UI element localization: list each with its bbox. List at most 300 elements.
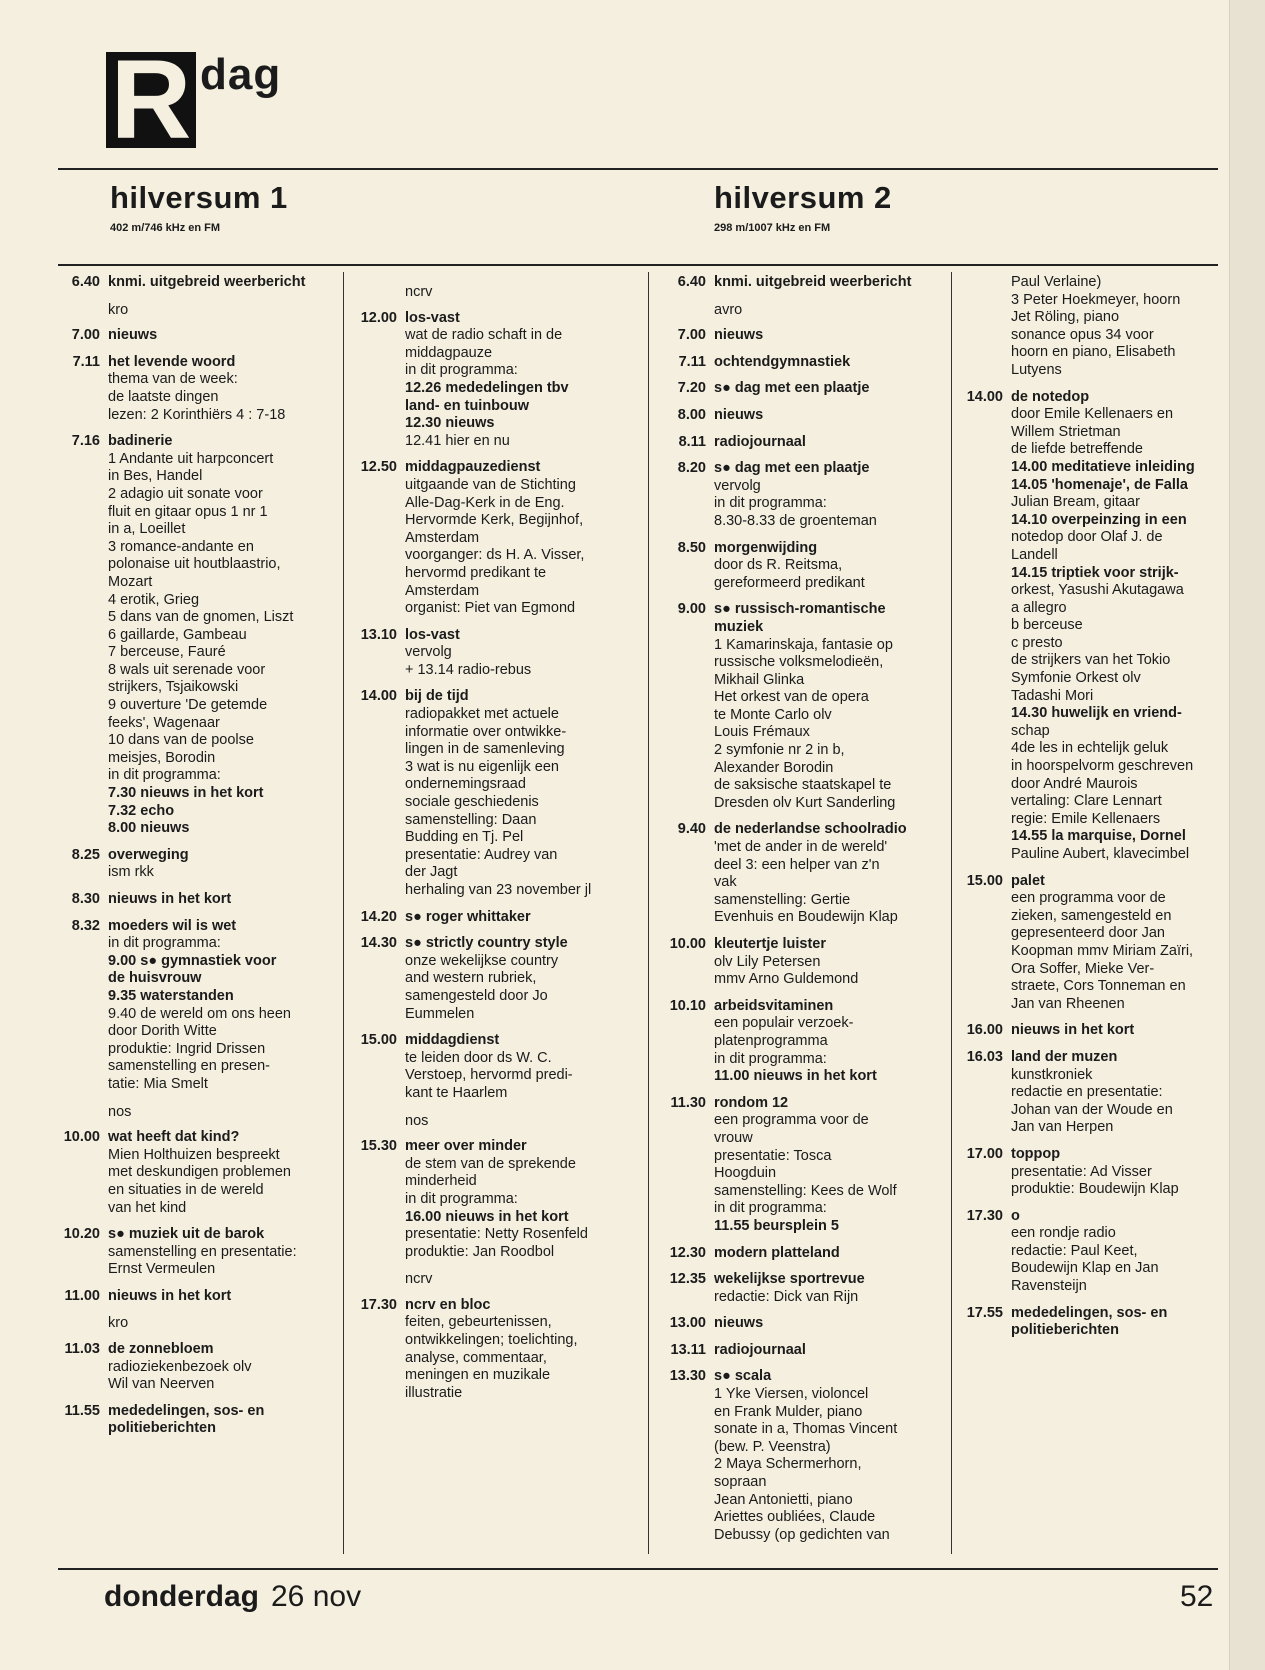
program-detail: 1 Andante uit harpconcert <box>108 450 274 467</box>
program-detail: Hoogduin <box>714 1165 777 1182</box>
program-title: s● russisch-romantische <box>714 601 886 618</box>
program-entry <box>956 1305 1226 1340</box>
program-detail: Alexander Borodin <box>714 759 834 776</box>
program-detail: lezen: 2 Korinthiërs 4 : 7-18 <box>108 406 286 423</box>
program-title: nieuws <box>714 1315 764 1332</box>
program-detail: in hoorspelvorm geschreven <box>1011 758 1194 775</box>
program-entry <box>656 1271 948 1306</box>
program-detail: Debussy (op gedichten van <box>714 1526 890 1543</box>
program-detail: presentatie: Ad Visser <box>1011 1163 1152 1180</box>
program-title: morgenwijding <box>714 539 818 556</box>
program-detail: redactie: Paul Keet, <box>1011 1242 1138 1259</box>
program-detail: c presto <box>1011 634 1063 651</box>
program-title: s● muziek uit de barok <box>108 1226 265 1243</box>
program-detail: te leiden door ds W. C. <box>405 1049 552 1066</box>
broadcaster-label: nos <box>405 1112 429 1129</box>
program-detail: presentatie: Netty Rosenfeld <box>405 1226 588 1243</box>
station-hilversum-1 <box>110 180 288 234</box>
program-entry <box>656 327 948 345</box>
schedule-column-3 <box>656 274 948 1553</box>
program-detail: informatie over ontwikke- <box>405 723 567 740</box>
program-time: 8.25 <box>71 846 100 863</box>
program-entry <box>56 327 340 345</box>
program-detail: Julian Bream, gitaar <box>1011 494 1140 511</box>
program-detail: vrouw <box>714 1129 753 1146</box>
program-title: middagdienst <box>405 1032 500 1049</box>
program-time: 13.30 <box>669 1368 706 1385</box>
program-time: 7.11 <box>678 353 706 370</box>
program-detail: vertaling: Clare Lennart <box>1011 793 1162 810</box>
program-detail: een populair verzoek- <box>714 1015 854 1032</box>
program-time: 11.03 <box>64 1341 100 1358</box>
program-title: s● dag met een plaatje <box>714 380 870 397</box>
program-detail: Het orkest van de opera <box>714 689 869 706</box>
page-number: 52 <box>1180 1580 1214 1613</box>
program-detail: een rondje radio <box>1011 1225 1116 1242</box>
program-time: 11.55 <box>64 1402 100 1419</box>
program-entry <box>956 1208 1226 1296</box>
program-detail: en Frank Mulder, piano <box>714 1403 863 1420</box>
program-time: 8.30 <box>71 891 100 907</box>
program-detail: 7.30 nieuws in het kort <box>108 785 264 802</box>
program-detail: a allegro <box>1011 599 1067 616</box>
program-detail: 14.30 huwelijk en vriend- <box>1011 705 1182 722</box>
program-detail: ontwikkelingen; toelichting, <box>405 1332 578 1349</box>
program-title: meer over minder <box>405 1138 527 1155</box>
program-entry <box>656 434 948 452</box>
program-entry <box>656 1315 948 1333</box>
program-title: arbeidsvitaminen <box>714 997 834 1014</box>
program-detail: Ora Soffer, Mieke Ver- <box>1011 960 1155 977</box>
program-entry <box>56 1403 340 1438</box>
program-time: 13.10 <box>360 626 397 643</box>
program-detail: sonance opus 34 voor <box>1011 326 1154 343</box>
program-detail: 12.26 mededelingen tbv <box>405 379 569 396</box>
program-time: 10.20 <box>63 1226 100 1243</box>
schedule-column-1 <box>56 274 340 1447</box>
program-detail: 2 symfonie nr 2 in b, <box>714 742 845 759</box>
program-entry <box>350 459 638 617</box>
program-detail: land- en tuinbouw <box>405 397 530 414</box>
program-title: palet <box>1011 872 1045 889</box>
program-detail: redactie en presentatie: <box>1011 1084 1163 1101</box>
program-detail: samenstelling: Daan <box>405 811 537 828</box>
program-detail: illustratie <box>405 1384 463 1401</box>
program-detail: Evenhuis en Boudewijn Klap <box>714 909 898 926</box>
program-detail: Mikhail Glinka <box>714 671 805 688</box>
program-detail: Jan van Rheenen <box>1011 995 1125 1012</box>
program-title: mededelingen, sos- en <box>1011 1304 1168 1321</box>
program-entry <box>56 433 340 838</box>
program-title: het levende woord <box>108 353 236 370</box>
program-detail: 8.30-8.33 de groenteman <box>714 512 877 529</box>
broadcaster-label: avro <box>714 301 743 318</box>
program-title: bij de tijd <box>405 688 469 705</box>
program-detail: samenstelling: Kees de Wolf <box>714 1182 897 1199</box>
program-detail: voorganger: ds H. A. Visser, <box>405 547 585 564</box>
program-detail: Jean Antonietti, piano <box>714 1491 853 1508</box>
program-detail: 9 ouverture 'De getemde <box>108 697 268 714</box>
program-time: 12.50 <box>360 459 397 476</box>
program-detail: platenprogramma <box>714 1032 828 1049</box>
program-time: 7.16 <box>71 433 100 450</box>
program-title: s● scala <box>714 1368 772 1385</box>
program-entry <box>350 1032 638 1102</box>
program-time: 11.30 <box>670 1094 706 1111</box>
program-detail: vak <box>714 874 737 891</box>
program-detail: onze wekelijkse country <box>405 952 559 969</box>
program-detail: presentatie: Audrey van <box>405 846 558 863</box>
program-detail: sonate in a, Thomas Vincent <box>714 1421 898 1438</box>
program-time: 12.35 <box>669 1271 706 1288</box>
program-detail: ondernemingsraad <box>405 776 526 793</box>
program-detail: in dit programma: <box>405 1190 518 1207</box>
broadcaster-label: ncrv <box>405 1271 433 1288</box>
program-detail: Mien Holthuizen bespreekt <box>108 1146 280 1163</box>
program-detail: + 13.14 radio-rebus <box>405 661 532 678</box>
program-detail: russische volksmelodieën, <box>714 654 884 671</box>
program-title: knmi. uitgebreid weerbericht <box>714 274 912 290</box>
program-detail: 11.00 nieuws in het kort <box>714 1068 877 1085</box>
program-entry <box>956 274 1226 380</box>
program-title: nieuws in het kort <box>1011 1022 1135 1039</box>
program-detail: politieberichten <box>108 1420 216 1437</box>
program-detail: radioziekenbezoek olv <box>108 1358 252 1375</box>
program-entry <box>350 1138 638 1261</box>
program-time: 10.00 <box>63 1129 100 1146</box>
program-detail: orkest, Yasushi Akutagawa <box>1011 582 1184 599</box>
program-title: radiojournaal <box>714 433 806 450</box>
program-time: 12.30 <box>669 1244 706 1261</box>
program-detail: regie: Emile Kellenaers <box>1011 810 1161 827</box>
program-detail: 8 wals uit serenade voor <box>108 661 266 678</box>
program-detail: sopraan <box>714 1474 767 1491</box>
program-detail: polonaise uit houtblaastrio, <box>108 556 281 573</box>
program-detail: de liefde betreffende <box>1011 441 1143 458</box>
program-entry <box>56 918 340 1094</box>
program-entry <box>956 1022 1226 1040</box>
program-detail: te Monte Carlo olv <box>714 706 832 723</box>
program-detail: analyse, commentaar, <box>405 1349 547 1366</box>
program-title: moeders wil is wet <box>108 917 237 934</box>
program-detail: thema van de week: <box>108 371 238 388</box>
program-title: s● roger whittaker <box>405 908 531 925</box>
program-entry <box>56 847 340 882</box>
program-title: s● strictly country style <box>405 935 568 952</box>
program-time: 7.20 <box>677 380 706 397</box>
broadcaster-label: kro <box>108 1315 129 1332</box>
program-title: knmi. uitgebreid weerbericht <box>108 274 306 290</box>
program-detail: presentatie: Tosca <box>714 1147 832 1164</box>
program-detail: 3 wat is nu eigenlijk een <box>405 758 559 775</box>
program-detail: b berceuse <box>1011 617 1083 634</box>
program-entry <box>350 688 638 899</box>
program-title: de notedop <box>1011 388 1090 405</box>
program-time: 9.00 <box>677 601 706 618</box>
logo-r: R <box>106 52 196 148</box>
program-detail: Landell <box>1011 546 1058 563</box>
program-entry <box>656 1342 948 1360</box>
program-detail: fluit en gitaar opus 1 nr 1 <box>108 503 268 520</box>
program-title: nieuws <box>714 327 764 344</box>
program-detail: 14.10 overpeinzing in een <box>1011 511 1187 528</box>
program-detail: in Bes, Handel <box>108 468 203 485</box>
program-detail: vervolg <box>405 644 452 661</box>
program-time: 6.40 <box>677 274 706 290</box>
program-title: nieuws in het kort <box>108 891 232 907</box>
program-detail: Boudewijn Klap en Jan <box>1011 1260 1159 1277</box>
program-detail: 9.00 s● gymnastiek voor <box>108 952 277 969</box>
schedule-column-2 <box>350 274 638 1411</box>
program-time: 15.00 <box>360 1032 397 1049</box>
program-entry <box>56 274 340 292</box>
program-title: de zonnebloem <box>108 1341 214 1358</box>
program-detail: met deskundigen problemen <box>108 1164 291 1181</box>
program-detail: 1 Kamarinskaja, fantasie op <box>714 636 893 653</box>
program-title: nieuws <box>714 406 764 423</box>
program-detail: vervolg <box>714 477 761 494</box>
program-detail: kant te Haarlem <box>405 1084 508 1101</box>
program-detail: 4de les in echtelijk geluk <box>1011 740 1169 757</box>
program-detail: Ernst Vermeulen <box>108 1261 216 1278</box>
program-time: 10.00 <box>669 936 706 952</box>
program-detail: Ravensteijn <box>1011 1278 1087 1295</box>
program-entry <box>56 1341 340 1394</box>
program-entry <box>56 891 340 909</box>
program-detail: samenstelling en presen- <box>108 1058 271 1075</box>
program-detail: Louis Frémaux <box>714 724 810 741</box>
program-detail: in dit programma: <box>714 495 827 512</box>
program-title: los-vast <box>405 626 460 643</box>
program-detail: tatie: Mia Smelt <box>108 1075 208 1092</box>
program-time: 14.30 <box>360 935 397 952</box>
program-detail: de stem van de sprekende <box>405 1155 576 1172</box>
program-detail: 12.41 hier en nu <box>405 432 510 449</box>
program-detail: uitgaande van de Stichting <box>405 476 576 493</box>
program-title: overweging <box>108 846 189 863</box>
program-detail: Hervormde Kerk, Begijnhof, <box>405 512 584 529</box>
program-detail: Ariettes oubliées, Claude <box>714 1509 876 1526</box>
program-detail: Symfonie Orkest olv <box>1011 670 1141 687</box>
program-title: kleutertje luister <box>714 936 827 952</box>
program-detail: der Jagt <box>405 864 458 881</box>
program-time: 8.11 <box>678 433 706 450</box>
program-detail: produktie: Jan Roodbol <box>405 1243 555 1260</box>
program-detail: 2 Maya Schermerhorn, <box>714 1456 862 1473</box>
broadcaster-label: kro <box>108 301 129 318</box>
program-detail: deel 3: een helper van z'n <box>714 856 880 873</box>
program-detail: de saksische staatskapel te <box>714 777 892 794</box>
program-detail: 12.30 nieuws <box>405 415 495 432</box>
program-entry <box>656 380 948 398</box>
program-detail: meisjes, Borodin <box>108 749 216 766</box>
program-detail: Dresden olv Kurt Sanderling <box>714 794 896 811</box>
program-entry <box>350 310 638 451</box>
broadcaster-label: nos <box>108 1103 132 1120</box>
program-entry <box>956 873 1226 1014</box>
program-detail: 16.00 nieuws in het kort <box>405 1208 569 1225</box>
program-entry <box>56 1288 340 1306</box>
program-title: modern platteland <box>714 1244 840 1261</box>
program-detail: Koopman mmv Miriam Zaïri, <box>1011 942 1194 959</box>
program-detail: hoorn en piano, Elisabeth <box>1011 344 1176 361</box>
program-detail: samengesteld door Jo <box>405 987 548 1004</box>
program-detail: mmv Arno Guldemond <box>714 971 859 988</box>
program-title: land der muzen <box>1011 1048 1118 1065</box>
program-detail: organist: Piet van Egmond <box>405 600 576 617</box>
program-time: 16.00 <box>966 1022 1003 1039</box>
program-detail: Budding en Tj. Pel <box>405 829 524 846</box>
program-time: 15.00 <box>966 872 1003 889</box>
program-detail: in a, Loeillet <box>108 521 186 538</box>
program-detail: door ds R. Reitsma, <box>714 557 843 574</box>
program-detail: Willem Strietman <box>1011 423 1121 440</box>
program-detail: 11.55 beursplein 5 <box>714 1217 839 1234</box>
program-detail: en situaties in de wereld <box>108 1181 264 1198</box>
program-time: 9.40 <box>677 821 706 838</box>
program-detail: Jet Röling, piano <box>1011 309 1120 326</box>
program-detail: zieken, samengesteld en <box>1011 907 1172 924</box>
station-name: hilversum 1 <box>110 180 288 215</box>
station-rule <box>58 264 1218 266</box>
program-detail: in dit programma: <box>108 767 221 784</box>
program-detail: Tadashi Mori <box>1011 687 1094 704</box>
program-detail: 3 romance-andante en <box>108 538 254 555</box>
broadcaster-label: ncrv <box>405 284 433 300</box>
program-detail: notedop door Olaf J. de <box>1011 529 1163 546</box>
program-detail: 3 Peter Hoekmeyer, hoorn <box>1011 291 1181 308</box>
footer-date <box>104 1580 361 1614</box>
program-time: 17.30 <box>966 1207 1003 1224</box>
program-entry <box>656 1368 948 1544</box>
bottom-rule <box>58 1568 1218 1570</box>
program-title: los-vast <box>405 309 460 326</box>
program-detail: 6 gaillarde, Gambeau <box>108 626 247 643</box>
program-time: 14.20 <box>360 908 397 925</box>
program-detail: Amsterdam <box>405 529 480 546</box>
program-detail: samenstelling: Gertie <box>714 891 851 908</box>
program-entry <box>656 274 948 292</box>
program-entry <box>350 909 638 927</box>
program-time: 8.50 <box>677 539 706 556</box>
program-detail: Wil van Neerven <box>108 1376 215 1393</box>
program-detail: feeks', Wagenaar <box>108 714 220 731</box>
program-detail: Amsterdam <box>405 582 480 599</box>
program-detail: in dit programma: <box>405 362 518 379</box>
program-detail: in dit programma: <box>108 935 221 952</box>
footer-date-text: 26 nov <box>271 1580 362 1613</box>
program-detail: kunstkroniek <box>1011 1066 1093 1083</box>
program-title: nieuws <box>108 327 158 344</box>
program-detail: produktie: Boudewijn Klap <box>1011 1181 1179 1198</box>
program-time: 8.00 <box>677 406 706 423</box>
program-entry <box>656 1095 948 1236</box>
program-time: 12.00 <box>360 309 397 326</box>
program-time: 7.00 <box>677 327 706 344</box>
program-title: nieuws in het kort <box>108 1287 232 1304</box>
program-time: 11.00 <box>64 1287 100 1304</box>
program-detail: Pauline Aubert, klavecimbel <box>1011 846 1190 862</box>
program-detail: Lutyens <box>1011 361 1062 378</box>
program-title: wat heeft dat kind? <box>108 1129 240 1146</box>
top-rule <box>58 168 1218 170</box>
program-detail: de strijkers van het Tokio <box>1011 652 1171 669</box>
program-entry <box>350 627 638 680</box>
program-detail: 4 erotik, Grieg <box>108 591 200 608</box>
program-title: toppop <box>1011 1145 1061 1162</box>
program-detail: straete, Cors Tonneman en <box>1011 978 1186 995</box>
program-detail: 9.40 de wereld om ons heen <box>108 1005 291 1022</box>
program-title: radiojournaal <box>714 1341 806 1358</box>
program-time: 17.30 <box>360 1296 397 1313</box>
program-detail: 14.15 triptiek voor strijk- <box>1011 564 1179 581</box>
program-time: 8.32 <box>71 917 100 934</box>
program-entry <box>656 601 948 812</box>
program-detail: 14.00 meditatieve inleiding <box>1011 458 1195 475</box>
program-detail: een programma voor de <box>714 1112 869 1129</box>
program-entry <box>56 1226 340 1279</box>
program-detail: redactie: Dick van Rijn <box>714 1288 859 1305</box>
program-detail: ism rkk <box>108 864 154 881</box>
station-hilversum-2 <box>714 180 892 234</box>
program-title: ochtendgymnastiek <box>714 353 851 370</box>
program-detail: herhaling van 23 november jl <box>405 882 592 898</box>
program-detail: in dit programma: <box>714 1050 827 1067</box>
program-time: 14.00 <box>966 388 1003 405</box>
program-detail: politieberichten <box>1011 1322 1119 1339</box>
program-detail: een programma voor de <box>1011 890 1166 907</box>
program-detail: 14.55 la marquise, Dornel <box>1011 828 1186 845</box>
program-detail: radiopakket met actuele <box>405 706 559 723</box>
program-detail: in dit programma: <box>714 1200 827 1217</box>
program-detail: strijkers, Tsjaikowski <box>108 679 239 696</box>
column-divider <box>648 272 649 1554</box>
program-detail: gepresenteerd door Jan <box>1011 925 1165 942</box>
program-title: ncrv en bloc <box>405 1296 491 1313</box>
program-entry <box>656 936 948 989</box>
program-detail: Johan van der Woude en <box>1011 1101 1173 1118</box>
program-detail: gereformeerd predikant <box>714 574 865 591</box>
program-detail: door Emile Kellenaers en <box>1011 406 1174 423</box>
program-detail: produktie: Ingrid Drissen <box>108 1040 266 1057</box>
program-title: de nederlandse schoolradio <box>714 821 907 838</box>
program-entry <box>656 354 948 372</box>
column-divider <box>343 272 344 1554</box>
page-edge <box>1229 0 1265 1670</box>
program-detail: door Dorith Witte <box>108 1023 217 1040</box>
program-time: 13.11 <box>670 1341 706 1358</box>
program-time: 7.00 <box>71 327 100 344</box>
program-entry <box>56 354 340 424</box>
program-detail: Verstoep, hervormd predi- <box>405 1067 573 1084</box>
program-detail: Mozart <box>108 573 153 590</box>
program-detail: 1 Yke Viersen, violoncel <box>714 1386 869 1403</box>
program-detail: door André Maurois <box>1011 775 1138 792</box>
program-time: 14.00 <box>360 688 397 705</box>
station-frequency: 298 m/1007 kHz en FM <box>714 222 831 234</box>
program-entry <box>656 1245 948 1263</box>
program-detail: 5 dans van de gnomen, Liszt <box>108 609 294 626</box>
program-entry <box>956 1146 1226 1199</box>
program-entry <box>656 540 948 593</box>
program-time: 16.03 <box>966 1048 1003 1065</box>
program-detail: 7 berceuse, Fauré <box>108 644 226 661</box>
program-detail: de huisvrouw <box>108 970 202 987</box>
footer-day: donderdag <box>104 1580 259 1613</box>
program-entry <box>56 1129 340 1217</box>
program-detail: olv Lily Petersen <box>714 953 821 970</box>
station-name: hilversum 2 <box>714 180 892 215</box>
